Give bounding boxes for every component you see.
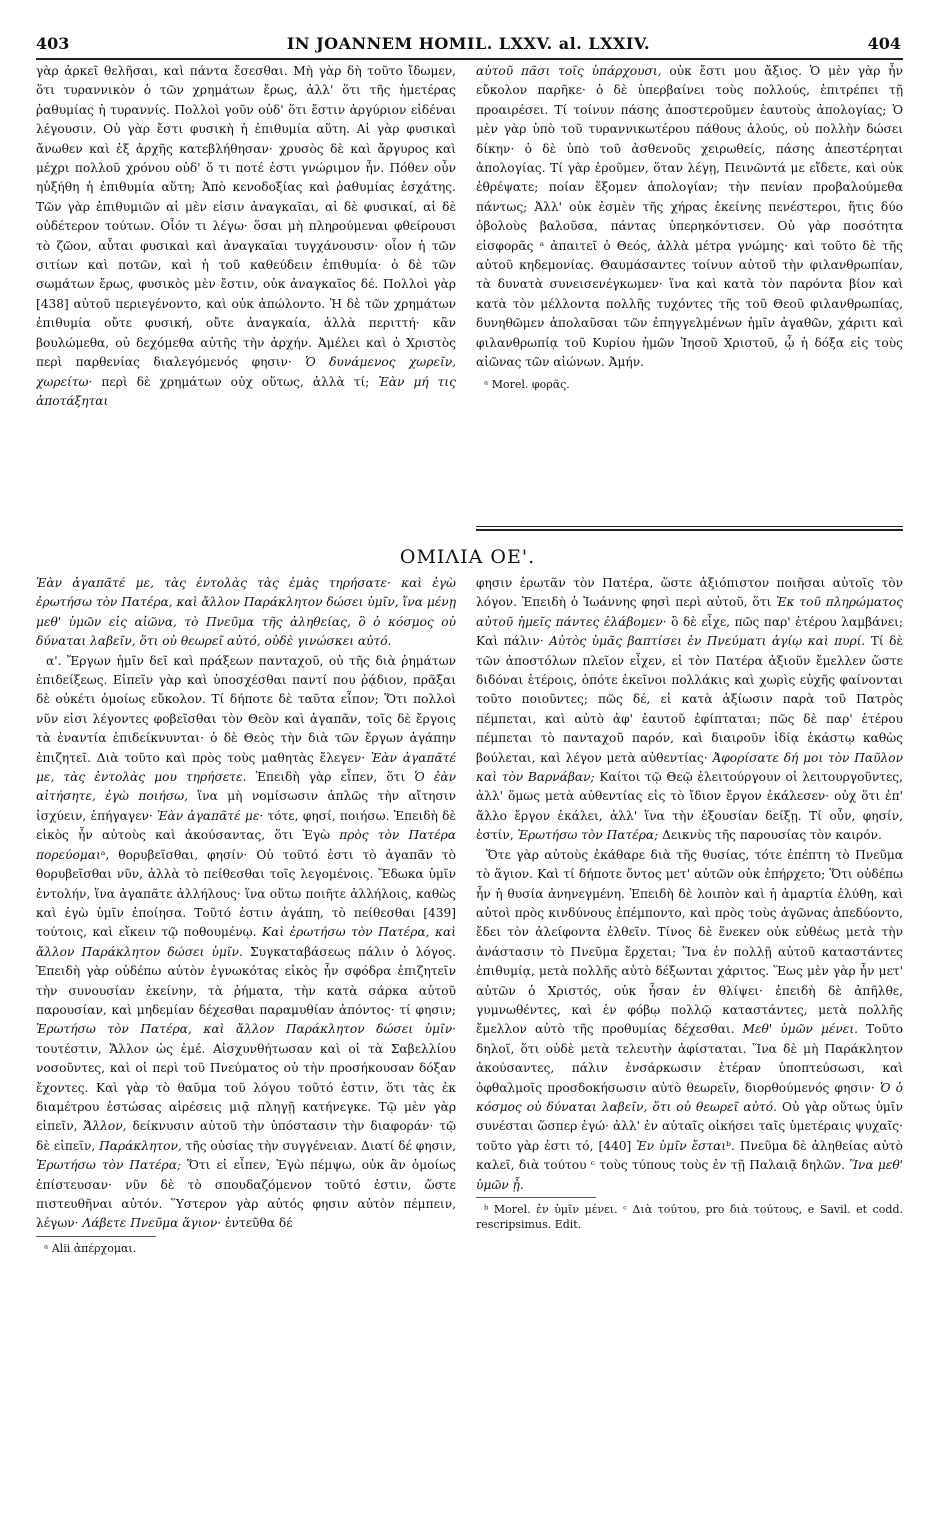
page-number-left: 403 [36, 34, 70, 53]
text-run: ᵇ. Πνεῦμα δὲ ἀληθείας αὐτὸ καλεῖ, διὰ τούτου ᶜ τοὺς τύπους τοὺς ἐν τῇ Παλαιᾷ δηλῶν. [476, 1138, 903, 1173]
text-run: ἵνα μὴ νομίσωσιν ἁπλῶς τὴν αἴτησιν ἰσχύειν, ἐπήγαγεν· [36, 789, 456, 823]
header-rule [36, 58, 903, 60]
column-lower-left [36, 574, 456, 1534]
scripture-quote: Λάβετε Πνεῦμα ἅγιον· [82, 1216, 222, 1231]
footnote-rule [36, 1236, 156, 1237]
page-number-right: 404 [867, 34, 901, 53]
scripture-quote: Αὐτὸς ὑμᾶς βαπτίσει ἐν Πνεύματι ἁγίῳ καὶ πυρί. [549, 634, 866, 649]
text-run: τότε, φησί, ποιήσω. Ἐπειδὴ δὲ εἰκὸς ἦν αὐτοὺς καὶ ἀκούσαντας, ὅτι Ἐγὼ [36, 808, 456, 843]
scripture-quote: Μεθ' ὑμῶν μένει. [742, 1022, 859, 1037]
scripture-quote: Ἐὰν μή τις ἀποτάξηται [36, 374, 456, 408]
section-rule-thick [476, 529, 903, 531]
text-run: δείκνυσιν αὐτοῦ τὴν ὑπόστασιν τὴν διαφοράν· τῷ δὲ εἰπεῖν, [36, 1119, 456, 1153]
text-run: Ἐπειδὴ γὰρ εἶπεν, ὅτι [255, 770, 406, 785]
column-upper-right [476, 62, 903, 518]
text-run: Δεικνὺς τῆς παρουσίας τὸν καιρόν. [662, 828, 882, 843]
column-lower-right [476, 574, 903, 1534]
paragraph [476, 62, 903, 373]
scripture-quote: Ἄλλον, [83, 1119, 127, 1134]
text-run: ᵃ, θορυβεῖσθαι, φησίν· Οὐ τοῦτό ἐστι τὸ ἀγαπᾶν τὸ θορυβεῖσθαι νῦν, ἀλλὰ τὸ πείθεσθαι τοῖς λεγομένοις. Ἔδωκα ὑμῖν ἐντολήν, ἵνα ἀγαπᾶτε ἀλλήλους· ἵνα οὕτω ποιῆτε ἀλλήλοις, καθὼς καὶ ἐγὼ ὑμῖν ἐποίησα. Τοῦτό ἐστιν ἀγάπη, τὸ πείθεσθαι [439] τούτοις, καὶ εἴκειν τῷ ποθουμένῳ. [36, 847, 456, 940]
scripture-quote: Ὁ δυνάμενος χωρεῖν, χωρείτω· [36, 355, 456, 389]
homily-title: ΟΜΙΛΙΑ ΟΕ'. [399, 546, 536, 568]
text-run: Οὐ γὰρ οὕτως ὑμῖν συνέσται ὥσπερ ἐγώ· ἀλλ' ἐν αὐταῖς οἰκήσει ταῖς ὑμετέραις ψυχαῖς· τοῦτο γὰρ ἐστι τό, [440] [476, 1099, 903, 1153]
text-run: Τί δὲ τῶν ἀποστόλων πλεῖον εἶχεν, εἰ τὸν Πατέρα ἀξιοῦν ἔμελλεν ὥστε διδόναι ἑτέροις, ὁπότε ἐκεῖνοι πολλάκις καὶ χωρὶς εὐχῆς φαίνονται τοῦτο ποιοῦντες; πῶς δέ, εἰ κατὰ ἀξίωσιν παρὰ τοῦ Πατρὸς πέμπεται, καὶ αὐτὸ ἀφ' ἑαυτοῦ ἐφίπταται; πῶς δὲ παρ' ἑτέρου πέμπεται τὸ πανταχοῦ παρόν, καὶ διαιροῦν ἰδίᾳ ἑκάστῳ καθὼς βούλεται, καὶ λέγον μετὰ αὐθεντίας· [476, 634, 903, 765]
text-run: οὐκ ἔστι μου ἄξιος. Ὁ μὲν γὰρ ἦν εὔκολον παρῆκε· ὁ δὲ ὑπερβαίνει τοὺς πολλούς, ἐπιτρέπει τῇ προαιρέσει. Τί τοίνυν πάσης ἀποστεροῦμεν ἑαυτοὺς ἀπολογίας; Ὁ μὲν γὰρ ὑπὸ τοῦ τυραννικωτέρου πάθους ἁλούς, οὐ πολλὴν δώσει δίκην· ὁ δὲ ὑπὸ τοῦ ἀσθενοῦς χειρωθείς, πάσης ἀπεστέρηται ἀπολογίας. Τί γὰρ ἐροῦμεν, ὅταν λέγῃ, Πεινῶντά με εἴδετε, καὶ οὐκ ἐθρέψατε; ποίαν ἕξομεν ἀπολογίαν; τὴν πενίαν προβαλούμεθα πάντως; Ἀλλ' οὐκ ἐσμὲν τῆς χήρας ἐκείνης πενέστεροι, ἥτις δύο ὀβολοὺς βαλοῦσα, πάντας ὑπερηκόντισεν. Οὐ γὰρ ποσότητα εἰσφορᾶς ᵃ ἀπαιτεῖ ὁ Θεός, ἀλλὰ μέτρα γνώμης· καὶ τοῦτο δὲ τῆς αὐτοῦ κηδεμονίας. Θαυμάσαντες τοίνυν αὐτοῦ τὴν φιλανθρωπίαν, τὰ δυνατὰ συνεισενέγκωμεν· ἵνα καὶ κατὰ τὸν παρόντα βίον καὶ κατὰ τὸν μέλλοντα πολλῆς τυχόντες τῆς τοῦ Θεοῦ φιλανθρωπίας, δυνηθῶμεν ἀπολαῦσαι τῶν ἐπηγγελμένων ἡμῖν ἀγαθῶν, χάριτι καὶ φιλανθρωπίᾳ τοῦ Κυρίου ἡμῶν Ἰησοῦ Χριστοῦ, ᾧ ἡ δόξα εἰς τοὺς αἰῶνας τῶν αἰώνων. Ἀμήν. [476, 64, 903, 370]
scripture-quote: Ἐὰν ἀγαπᾶτέ με, τὰς ἐντολὰς μου τηρήσετε. [36, 750, 456, 785]
paragraph [476, 846, 903, 1195]
text-run: Καίτοι τῷ Θεῷ ἐλειτούργουν οἱ λειτουργοῦντες, ἀλλ' ὅμως μετὰ αὐθεντίας εἰς τὸ ἴδιον ἔργον ἐκάλεσεν· οὐχ ὅτι ἐπ' ἄλλο ἔργον ἐκάλει, ἀλλ' ἵνα τὴν ἐξουσίαν δείξῃ. Τί οὖν, φησίν, ἐστίν, [476, 770, 903, 843]
text-run: Ὅτε γὰρ αὐτοὺς ἐκάθαρε διὰ τῆς θυσίας, τότε ἐπέπτη τὸ Πνεῦμα τὸ ἅγιον. Καὶ τί δήποτε ὄντος μετ' αὐτῶν οὐκ ἐπήρχετο; Ὅτι οὐδέπω ἦν ἡ θυσία ἀνηνεγμένη. Ἐπειδὴ δὲ λοιπὸν καὶ ἡ ἁμαρτία ἐλύθη, καὶ αὐτοὶ πρὸς κινδύνους ἐπέμποντο, καὶ πρὸς τοὺς ἀγῶνας ἀπεδύοντο, ἔδει τὸν ἀλείφοντα ἐλθεῖν. Τίνος δὲ ἕνεκεν οὐκ εὐθέως μετὰ τὴν ἀνάστασιν τὸ Πνεῦμα ἔρχεται; Ἵνα ἐν πολλῇ αὐτοῦ καταστάντες ἐπιθυμίᾳ, μετὰ πολλῆς αὐτὸ δέξωνται χάριτος. Ἕως μὲν γὰρ ἦν μετ' αὐτῶν ὁ Χριστός, οὐκ ἦσαν ἐν θλίψει· ἐπειδὴ δὲ ἀπῆλθε, γυμνωθέντες, καὶ ἐν φόβῳ πολλῷ καταστάντες, μετὰ πολλῆς ἔμελλον αὐτὸ τῆς προθυμίας δέχεσθαι. [476, 847, 903, 1037]
scripture-quote: Ἐρωτήσω τὸν Πατέρα, καὶ ἄλλον Παράκλητον δώσει ὑμῖν· [36, 1022, 456, 1037]
text-run: γὰρ ἀρκεῖ θελῆσαι, καὶ πάντα ἔσεσθαι. Μὴ γὰρ δὴ τοῦτο ἴδωμεν, ὅτι τυραννικὸν ὁ τῶν χρημάτων ἔρως, ἀλλ' ὅτι τῆς ἡμετέρας ῥαθυμίας ἡ τυραννίς. Πολλοὶ γοῦν οὐδ' ὅτι ἔστιν ἀργύριον εἰδέναι λέγουσιν. Οὐ γὰρ ἔστι φυσικὴ ἡ ἐπιθυμία αὕτη. Αἱ γὰρ φυσικαὶ ἄνωθεν καὶ ἐξ ἀρχῆς κατεβλήθησαν· χρυσὸς δὲ καὶ ἄργυρος καὶ μέχρι πολλοῦ χρόνου οὐδ' ὅ τι ποτέ ἐστι γνώριμον ἦν. Πόθεν οὖν ηὐξήθη ἡ ἐπιθυμία αὕτη; Ἀπὸ κενοδοξίας καὶ ῥαθυμίας ἐσχάτης. Τῶν γὰρ ἐπιθυμιῶν αἱ μὲν εἰσιν ἀναγκαῖαι, αἱ δὲ φυσικαί, αἱ δὲ οὐδέτερον τούτων. Οἷόν τι λέγω· ὅσαι μὴ πληρούμεναι φθείρουσι τὸ ζῶον, αὗται φυσικαὶ καὶ ἀναγκαῖαι τυγχάνουσιν· οἷον ἡ τῶν σιτίων καὶ ποτῶν, καὶ ἡ τοῦ καθεύδειν ἐπιθυμία· ὁ δὲ τῶν σωμάτων ἔρως, φυσικὸς μὲν ἔστιν, οὐκ ἀναγκαῖος δέ. Πολλοὶ γὰρ [438] αὐτοῦ περιεγένοντο, καὶ οὐκ ἀπώλοντο. Ἡ δὲ τῶν χρημάτων ἐπιθυμία οὔτε φυσική, οὔτε ἀναγκαία, ἀλλὰ περιττή· κἂν βουλώμεθα, οὐ δεχόμεθα αὐτῆς τὴν ἀρχήν. Ἀμέλει καὶ ὁ Χριστὸς περὶ παρθενίας διαλεγόμενός φησιν· [36, 64, 456, 370]
scripture-quote: Ἵνα μεθ' ὑμῶν ᾖ. [476, 1158, 903, 1192]
scripture-quote: Ἐν ὑμῖν ἔσται [636, 1138, 727, 1153]
scripture-quote: Ἐὰν ἀγαπᾶτέ με· [157, 808, 264, 823]
column-upper-left [36, 62, 456, 518]
text-run: φησιν ἐρωτᾶν τὸν Πατέρα, ὥστε ἀξιόπιστον ποιῆσαι αὐτοῖς τὸν λόγον. Ἐπειδὴ ὁ Ἰωάννης φησὶ περὶ αὐτοῦ, ὅτι [476, 576, 903, 610]
text-run: ἐντεῦθα δέ [225, 1216, 293, 1231]
footnote-rule [476, 1197, 596, 1198]
paragraph [36, 62, 456, 411]
scripture-quote: πρὸς τὸν Πατέρα πορεύομαι [36, 828, 456, 862]
text-run: Τοῦτο δηλοῖ, ὅτι οὐδὲ μετὰ τελευτὴν ἀφίσταται. Ἵνα δὲ μὴ Παράκλητον ἀκούσαντες, πάλιν ἐνσάρκωσιν ἑτέραν ὑποπτεύσωσι, καὶ ὀφθαλμοῖς προσδοκήσωσιν αὐτὸ θεωρεῖν, διορθούμενός φησιν· [476, 1022, 903, 1095]
footnote: ᵃ Alii ἀπέρχομαι. [44, 1241, 137, 1255]
scripture-quote: αὐτοῦ πᾶσι τοῖς ὑπάρχουσι, [476, 64, 662, 78]
text-run: α'. Ἔργων ἡμῖν δεῖ καὶ πράξεων πανταχοῦ, οὐ τῆς διὰ ῥημάτων ἐπιδείξεως. Εἰπεῖν γὰρ καὶ ὑποσχέσθαι παντί που ῥᾴδιον, πρᾶξαι δὲ οὐκέτι ὁμοίως εὔκολον. Τί δήποτε δὲ ταῦτα εἶπον; Ὅτι πολλοὶ νῦν εἰσι λέγοντες φοβεῖσθαι τὸν Θεὸν καὶ ἀγαπᾶν, τοῖς δὲ ἔργοις τὰ ἐναντία ἐπιδείκνυνται· ὁ δὲ Θεὸς τὴν διὰ τῶν ἔργων ἀγάπην ἐπιζητεῖ. Διὰ τοῦτο καὶ πρὸς τοὺς μαθητὰς ἔλεγεν· [36, 653, 456, 765]
scripture-quote: Ὁ ὁ κόσμος οὐ δύναται λαβεῖν, ὅτι οὐ θεωρεῖ αὐτό. [476, 1080, 903, 1114]
text-run: Ὅτι εἰ εἶπεν, Ἐγὼ πέμψω, οὐκ ἂν ὁμοίως ἐπίστευσαν· νῦν δὲ τὸ σπουδαζόμενον τοῦτό ἐστιν, ὥστε πιστευθῆναι αὐτόν. Ὕστερον γὰρ αὐτός φησιν αὐτὸν πέμπειν, λέγων· [36, 1158, 456, 1231]
scripture-quote: Ὁ ἐὰν αἰτήσητε, ἐγὼ ποιήσω, [36, 770, 456, 804]
footnote: ᵃ Morel. φορᾶς. [484, 377, 570, 391]
paragraph [476, 574, 903, 846]
scripture-quote: Καὶ ἐρωτήσω τὸν Πατέρα, καὶ ἄλλον Παράκλητον δώσει ὑμῖν. [36, 925, 456, 959]
running-title: IN JOANNEM HOMIL. LXXV. al. LXXIV. [286, 34, 651, 53]
scripture-quote: Ἐκ τοῦ πληρώματος αὐτοῦ ἡμεῖς πάντες ἐλάβομεν· [476, 595, 903, 629]
text-run: Συγκαταβάσεως πάλιν ὁ λόγος. Ἐπειδὴ γὰρ οὐδέπω αὐτὸν ἐγνωκότας εἰκὸς ἦν σφόδρα ἐπιζητεῖν τὴν συνουσίαν ἐκείνην, τὰ ῥήματα, τὴν κατὰ σάρκα αὐτοῦ παρουσίαν, καὶ μηδεμίαν δέχεσθαι παραμυθίαν ἀπόντος· τί φησιν; [36, 944, 456, 1017]
section-rule [476, 526, 903, 527]
text-run: περὶ δὲ χρημάτων οὐχ οὕτως, ἀλλὰ τί; [101, 374, 370, 389]
paragraph [36, 652, 456, 1234]
text-run: τῆς οὐσίας τὴν συγγένειαν. Διατί δέ φησιν, [185, 1138, 456, 1153]
text-run: ὃ δὲ εἶχε, πῶς παρ' ἑτέρου λαμβάνει; Καὶ πάλιν· [476, 614, 903, 649]
scripture-quote: Ἐρωτήσω τὸν Πατέρα; [517, 828, 659, 843]
lemma: Ἐὰν ἀγαπᾶτέ με, τὰς ἐντολὰς τὰς ἐμὰς τηρήσατε· καὶ ἐγὼ ἐρωτήσω τὸν Πατέρα, καὶ ἄλλον Παράκλητον δώσει ὑμῖν, ἵνα μένῃ μεθ' ὑμῶν εἰς αἰῶνα, τὸ Πνεῦμα τῆς ἀληθείας, ὃ ὁ κόσμος οὐ δύναται λαβεῖν, ὅτι οὐ θεωρεῖ αὐτό, οὐδὲ γινώσκει αὐτό. [36, 576, 456, 649]
scripture-quote: Παράκλητον, [99, 1138, 182, 1153]
scripture-quote: Ἐρωτήσω τὸν Πατέρα; [36, 1158, 182, 1173]
footnote: ᵇ Morel. ἐν ὑμῖν μένει. ᶜ Διὰ τούτου, pro διὰ τούτους, e Savil. et codd. rescripsimus. Edit. [476, 1203, 903, 1231]
scripture-quote: Ἀφορίσατε δή μοι τὸν Παῦλον καὶ τὸν Βαρνάβαν; [476, 750, 903, 785]
text-run: τουτέστιν, Ἄλλον ὡς ἐμέ. Αἰσχυνθήτωσαν καὶ οἱ τὰ Σαβελλίου νοσοῦντες, καὶ οἱ περὶ τοῦ Πνεύματος οὐ τὴν προσήκουσαν δόξαν ἔχοντες. Καὶ γὰρ τὸ θαῦμα τοῦ λόγου τοῦτό ἐστιν, ὅτι τὰς ἐκ διαμέτρου ἑστώσας αἱρέσεις μιᾷ πληγῇ κατήνεγκε. Τῷ μὲν γὰρ εἰπεῖν, [36, 1041, 456, 1134]
running-head [36, 34, 901, 56]
